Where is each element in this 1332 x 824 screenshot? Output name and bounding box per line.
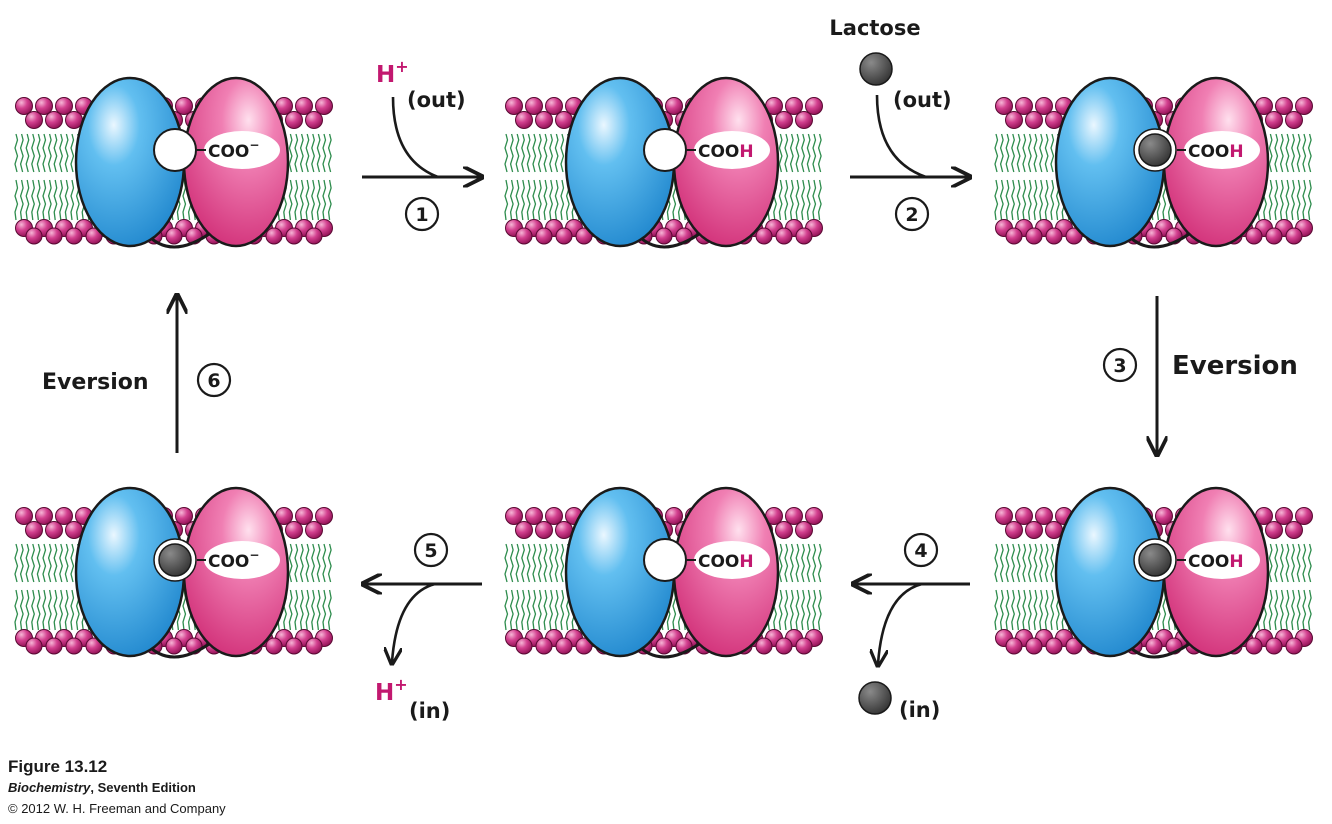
bound-lactose [1139,544,1171,576]
h-plus-in-label: H+ [375,675,408,706]
step-3-number: 3 [1113,355,1127,377]
step-1-arrow [362,57,480,230]
step-2-arrow [829,16,968,230]
step-3-arrow [1104,296,1298,453]
step-4-arrow [855,534,970,722]
lactose-molecule-out [860,53,892,85]
book-title [8,780,196,795]
in-label-5: (in) [409,699,451,723]
in-label-4: (in) [899,698,941,722]
step-4-number: 4 [914,540,928,562]
out-label-2: (out) [893,88,952,112]
carboxyl-group-label: COOH [1188,552,1244,572]
carboxyl-group-label: COO− [208,548,260,572]
lactose-label: Lactose [829,16,921,40]
carboxyl-group-label: COO− [208,138,260,162]
book-edition: , Seventh Edition [90,780,196,795]
out-label-1: (out) [407,88,466,112]
step-5-number: 5 [424,540,438,562]
binding-pocket [644,539,686,581]
transporter-state-2 [504,78,826,247]
eversion-label-6: Eversion [42,370,149,395]
transporter-state-3 [994,78,1316,247]
binding-pocket [644,129,686,171]
carboxyl-group-label: COOH [698,142,754,162]
lactose-molecule-in [859,682,891,714]
transporter-state-1 [14,78,336,247]
h-plus-out-label: H+ [376,57,409,88]
step-1-number: 1 [415,204,429,226]
eversion-label-3: Eversion [1172,351,1298,381]
carboxyl-group-label: COOH [698,552,754,572]
bound-lactose [159,544,191,576]
bound-lactose [1139,134,1171,166]
transporter-state-6 [14,488,336,657]
step-6-number: 6 [207,370,221,392]
copyright: © 2012 W. H. Freeman and Company [8,801,226,816]
binding-pocket [154,129,196,171]
transporter-state-4 [994,488,1316,657]
transporter-state-5 [504,488,826,657]
step-5-arrow [365,534,482,723]
book-name: Biochemistry [8,780,91,795]
figure-number: Figure 13.12 [8,757,108,776]
carboxyl-group-label: COOH [1188,142,1244,162]
step-2-number: 2 [905,204,919,226]
step-6-arrow [42,297,230,453]
